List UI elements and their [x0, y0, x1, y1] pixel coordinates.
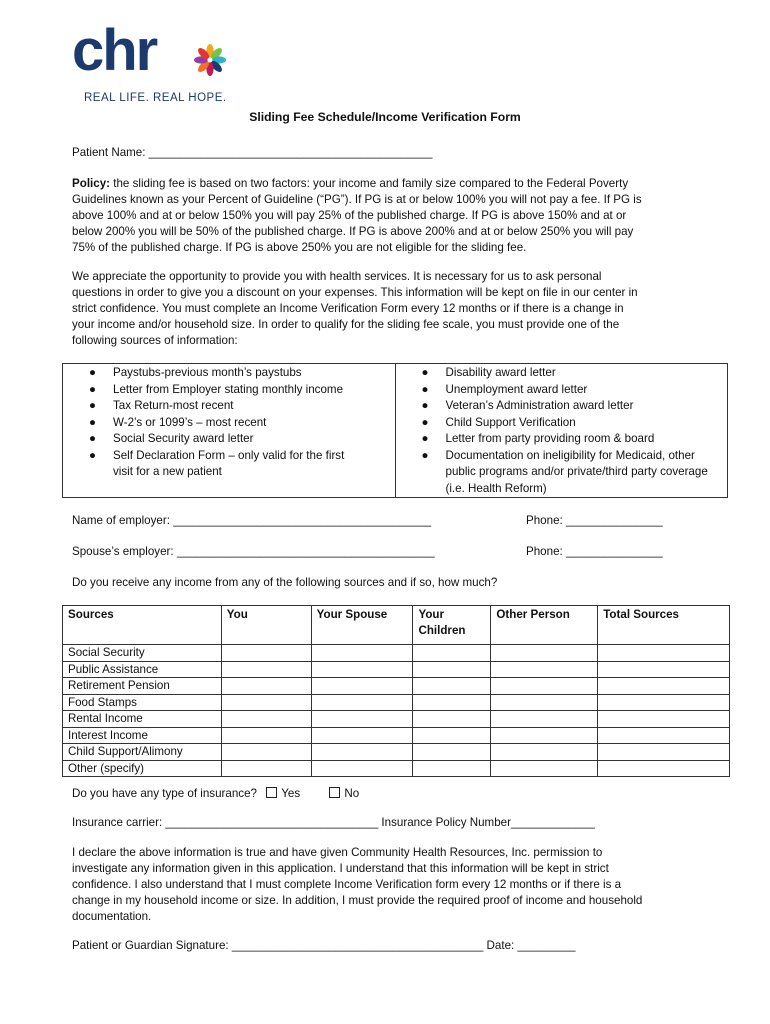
income-amount-cell[interactable] — [311, 694, 413, 711]
income-amount-cell[interactable] — [598, 711, 730, 728]
spouse-employer-field[interactable]: Spouse’s employer: ________________________________________ — [72, 545, 435, 558]
income-amount-cell[interactable] — [311, 661, 413, 678]
income-amount-cell[interactable] — [221, 661, 311, 678]
income-amount-cell[interactable] — [598, 744, 730, 761]
declaration-line: I declare the above information is true and have given Community Health Resources, Inc. permission to — [72, 846, 603, 859]
income-amount-cell[interactable] — [311, 760, 413, 777]
income-amount-cell[interactable] — [221, 694, 311, 711]
insurance-carrier-field[interactable]: Insurance carrier: _________________________________ Insurance Policy Number_____________ — [72, 816, 595, 829]
income-source-label: Rental Income — [63, 711, 222, 728]
doc-list-item: ● W-2’s or 1099’s – most recent — [63, 415, 395, 432]
insurance-question: Do you have any type of insurance? — [72, 787, 257, 800]
declaration-line: investigate any information given in this application. I understand that this information will be kept in strict — [72, 862, 609, 875]
policy-label: Policy: — [72, 177, 111, 190]
doc-list-item: ● Social Security award letter — [63, 431, 395, 448]
bullet-icon: ● — [421, 399, 429, 412]
logo-tagline: REAL LIFE. REAL HOPE. — [84, 92, 227, 104]
income-amount-cell[interactable] — [598, 645, 730, 662]
income-amount-cell[interactable] — [413, 744, 491, 761]
bullet-icon: ● — [421, 448, 429, 462]
declaration-paragraph — [72, 845, 712, 925]
income-amount-cell[interactable] — [598, 694, 730, 711]
table-row — [63, 760, 730, 777]
income-amount-cell[interactable] — [413, 760, 491, 777]
appreciation-line: We appreciate the opportunity to provide you with health services. It is necessary for us to ask personal — [72, 270, 602, 283]
bullet-icon: ● — [89, 366, 97, 379]
bullet-icon: ● — [89, 382, 97, 396]
insurance-no-checkbox[interactable] — [329, 787, 340, 798]
income-amount-cell[interactable] — [413, 661, 491, 678]
insurance-no-label: No — [344, 787, 360, 800]
bullet-icon: ● — [89, 415, 97, 429]
table-row — [63, 694, 730, 711]
table-row — [63, 645, 730, 662]
income-amount-cell[interactable] — [221, 678, 311, 695]
doc-list-item: ● Veteran’s Administration award letter — [396, 398, 728, 415]
header-your-spouse: Your Spouse — [311, 606, 413, 645]
header-you: You — [221, 606, 311, 645]
docs-left-column — [63, 364, 396, 498]
income-source-label: Interest Income — [63, 727, 222, 744]
table-row — [63, 661, 730, 678]
policy-line: the sliding fee is based on two factors: your income and family size compared to the Federal Poverty — [110, 177, 629, 190]
income-amount-cell[interactable] — [221, 711, 311, 728]
bullet-icon: ● — [421, 366, 429, 379]
income-amount-cell[interactable] — [311, 711, 413, 728]
declaration-line: confidence. I also understand that I must complete Income Verification form every 12 months or if there is a — [72, 878, 622, 891]
income-amount-cell[interactable] — [311, 678, 413, 695]
employer-phone-field[interactable]: Phone: _______________ — [526, 514, 663, 527]
table-row — [63, 744, 730, 761]
income-amount-cell[interactable] — [491, 661, 598, 678]
table-row — [63, 678, 730, 695]
appreciation-line: your income and/or household size. In order to qualify for the sliding fee scale, you must provide one of the — [72, 318, 620, 331]
employer-name-field[interactable]: Name of employer: ________________________________________ — [72, 514, 432, 527]
declaration-line: documentation. — [72, 910, 152, 923]
income-amount-cell[interactable] — [221, 645, 311, 662]
income-source-label: Public Assistance — [63, 661, 222, 678]
policy-line: 75% of the published charge. If PG is above 250% you are not eligible for the sliding fee. — [72, 241, 527, 254]
income-amount-cell[interactable] — [491, 694, 598, 711]
table-header-row — [63, 606, 730, 645]
income-amount-cell[interactable] — [311, 645, 413, 662]
doc-list-item: ● Documentation on ineligibility for Medicaid, other public programs and/or private/third party coverage (i.e. Health Reform) — [421, 448, 708, 495]
income-source-label: Social Security — [63, 645, 222, 662]
logo-wordmark: chr — [72, 18, 157, 83]
income-amount-cell[interactable] — [413, 694, 491, 711]
appreciation-line: questions in order to give you a discount on your expenses. This information will be kept on file in our center in — [72, 286, 638, 299]
appreciation-line: strict confidence. You must complete an Income Verification Form every 12 months or if there is a change in — [72, 302, 624, 315]
income-source-label: Other (specify) — [63, 760, 222, 777]
policy-line: below 200% you will be 50% of the published charge. If PG is above 200% and at or below 250% you will pay — [72, 225, 634, 238]
income-amount-cell[interactable] — [491, 645, 598, 662]
income-amount-cell[interactable] — [598, 760, 730, 777]
income-amount-cell[interactable] — [413, 727, 491, 744]
income-amount-cell[interactable] — [491, 744, 598, 761]
declaration-line: change in my household income or size. In addition, I must provide the required proof of income and household — [72, 894, 643, 907]
header-your-children: Your Children — [413, 606, 491, 645]
doc-list-item: ● Tax Return-most recent — [63, 398, 395, 415]
form-title: Sliding Fee Schedule/Income Verification Form — [249, 110, 521, 124]
header-total-sources: Total Sources — [598, 606, 730, 645]
doc-list-item: ● Child Support Verification — [396, 415, 728, 432]
bullet-icon: ● — [89, 399, 97, 412]
income-amount-cell[interactable] — [221, 727, 311, 744]
income-source-label: Retirement Pension — [63, 678, 222, 695]
income-source-label: Food Stamps — [63, 694, 222, 711]
doc-list-item: ● Self Declaration Form – only valid for the first visit for a new patient — [89, 448, 345, 478]
policy-line: above 100% and at or below 150% you will pay 25% of the published charge. If PG is above 150% and at or — [72, 209, 627, 222]
doc-list-item: ● Paystubs-previous month’s paystubs — [63, 365, 395, 382]
income-amount-cell[interactable] — [413, 711, 491, 728]
header-other-person: Other Person — [491, 606, 598, 645]
policy-line: Guidelines known as your Percent of Guideline (“PG”). If PG is at or below 100% you will not pay a fee. If PG is — [72, 193, 642, 206]
bullet-icon: ● — [421, 415, 429, 429]
docs-right-column — [395, 364, 728, 498]
bullet-icon: ● — [421, 432, 429, 445]
insurance-question-row — [72, 786, 359, 802]
income-amount-cell[interactable] — [598, 678, 730, 695]
flower-logo-icon — [192, 42, 228, 78]
bullet-icon: ● — [89, 432, 97, 445]
bullet-icon: ● — [421, 382, 429, 396]
policy-paragraph — [72, 176, 702, 256]
table-row — [63, 727, 730, 744]
income-question: Do you receive any income from any of the following sources and if so, how much? — [72, 576, 498, 589]
insurance-yes-checkbox[interactable] — [266, 787, 277, 798]
income-amount-cell[interactable] — [221, 744, 311, 761]
income-amount-cell[interactable] — [491, 727, 598, 744]
income-source-label: Child Support/Alimony — [63, 744, 222, 761]
doc-list-item: ● Letter from Employer stating monthly income — [63, 382, 395, 399]
doc-list-item: ● Letter from party providing room & board — [396, 431, 728, 448]
income-amount-cell[interactable] — [221, 760, 311, 777]
income-amount-cell[interactable] — [413, 645, 491, 662]
doc-list-item: ● Disability award letter — [396, 365, 728, 382]
income-amount-cell[interactable] — [311, 727, 413, 744]
income-amount-cell[interactable] — [598, 727, 730, 744]
bullet-icon: ● — [89, 448, 97, 462]
income-amount-cell[interactable] — [491, 711, 598, 728]
appreciation-paragraph — [72, 269, 702, 349]
appreciation-line: following sources of information: — [72, 334, 238, 347]
insurance-yes-label: Yes — [281, 787, 301, 800]
income-amount-cell[interactable] — [491, 760, 598, 777]
table-row — [63, 711, 730, 728]
income-amount-cell[interactable] — [491, 678, 598, 695]
chr-logo — [72, 18, 232, 108]
income-amount-cell[interactable] — [598, 661, 730, 678]
documentation-sources-table — [62, 363, 728, 498]
header-sources: Sources — [63, 606, 222, 645]
income-sources-table — [62, 605, 730, 777]
patient-name-field[interactable]: Patient Name: ____________________________________________ — [72, 146, 433, 159]
doc-list-item: ● Unemployment award letter — [396, 382, 728, 399]
income-amount-cell[interactable] — [311, 744, 413, 761]
spouse-phone-field[interactable]: Phone: _______________ — [526, 545, 663, 558]
income-amount-cell[interactable] — [413, 678, 491, 695]
signature-field[interactable]: Patient or Guardian Signature: _______________________________________ Date: _________ — [72, 939, 576, 952]
